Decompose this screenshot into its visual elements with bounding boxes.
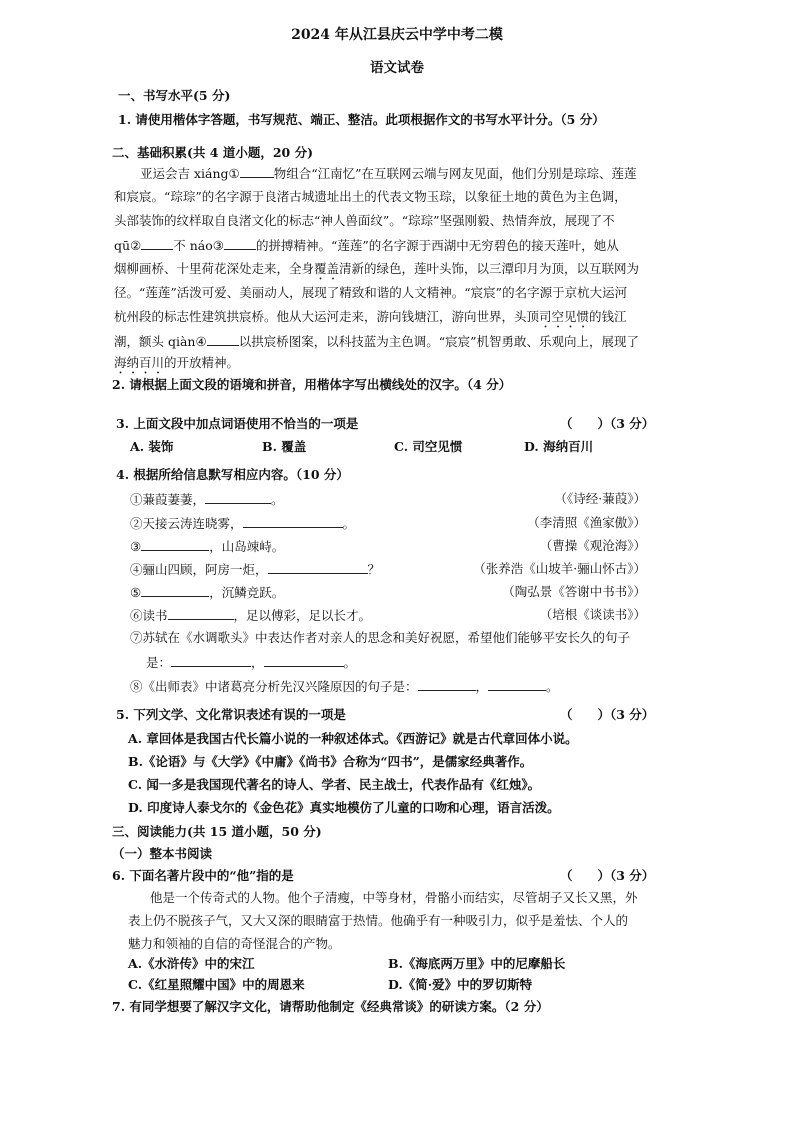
q5-option-a[interactable]: A. 章回体是我国古代长篇小说的一种叙述体式。《西游记》就是古代章回体小说。 — [128, 731, 578, 746]
question-3: 3. 上面文段中加点词语使用不恰当的一项是 — [116, 416, 359, 431]
passage-l5: 烟柳画桥、十里荷花深处走来，全身 — [114, 261, 315, 276]
q4-item-3-blank[interactable] — [141, 538, 209, 551]
dotted-word-fugai: 覆盖 — [314, 261, 340, 276]
q4-item-2 — [130, 515, 355, 532]
passage-line-2: 和宸宸。“琮琮”的名字源于良渚古城遗址出土的代表文物玉琮，以象征土地的黄色为主色调， — [114, 189, 627, 204]
question-3-answer-paren[interactable]: （ ）（3 分） — [560, 416, 655, 431]
blank-1[interactable] — [240, 165, 274, 178]
q4-item-7-label: 是： — [146, 655, 172, 670]
q4-item-5-blank[interactable] — [141, 584, 209, 597]
q4-item-8-comma: ， — [475, 679, 489, 694]
q3-option-d[interactable]: D. 海纳百川 — [524, 439, 594, 454]
q3-option-a[interactable]: A. 装饰 — [130, 439, 174, 454]
q4-item-4-post: ？ — [367, 562, 381, 577]
q4-item-4-pre: ④骊山四顾，阿房一炬， — [130, 562, 268, 577]
q4-item-7-line2 — [146, 654, 356, 671]
q4-item-7-end: 。 — [343, 655, 357, 670]
passage-l9b: 的开放精神。 — [164, 355, 240, 370]
dotted-word-sikong: 司空见惯 — [539, 309, 590, 324]
q4-item-2-blank[interactable] — [243, 515, 343, 528]
section1-heading: 一、书写水平(5 分) — [118, 88, 231, 103]
passage-line-1 — [140, 165, 637, 182]
q6-option-b[interactable]: B.《海底两万里》中的尼摩船长 — [388, 956, 566, 971]
q3-option-c[interactable]: C. 司空见惯 — [394, 439, 463, 454]
question-1: 1. 请使用楷体字答题，书写规范、端正、整洁。此项根据作文的书写水平计分。（5 分） — [118, 112, 605, 127]
exam-title: 2024 年从江县庆云中学中考二模 — [291, 27, 503, 43]
q4-item-1-pre: ①蒹葭萋萋， — [130, 492, 206, 507]
q5-option-c[interactable]: C. 闻一多是我国现代著名的诗人、学者、民主战士，代表作品有《红烛》。 — [128, 777, 541, 792]
q4-item-3 — [130, 538, 284, 555]
q4-item-8-blank-1[interactable] — [418, 678, 476, 691]
section3-heading: 三、阅读能力(共 15 道小题，50 分) — [112, 824, 322, 839]
passage-line-3: 头部装饰的纹样取自良渚文化的标志“神人兽面纹”。“琮琮”坚强刚毅、热情奔放，展现了不 — [114, 213, 615, 228]
passage-l4c: 的拼搏精神。“莲莲”的名字源于西湖中无穷碧色的接天莲叶，她从 — [255, 238, 619, 253]
passage-line-9 — [114, 355, 239, 377]
q6-option-c[interactable]: C.《红星照耀中国》中的周恩来 — [128, 977, 305, 992]
q4-item-8 — [130, 678, 559, 695]
q4-item-3-source: （曹操《观沧海》） — [539, 538, 646, 553]
q4-item-1-blank[interactable] — [205, 491, 271, 504]
q4-item-8-end: 。 — [546, 679, 559, 694]
q4-item-6-post: ，足以傅彩，足以长才。 — [233, 608, 372, 623]
q4-item-5 — [130, 584, 284, 601]
question-5-answer-paren[interactable]: （ ）（3 分） — [560, 707, 655, 722]
q4-item-7-blank-1[interactable] — [171, 654, 251, 667]
q6-excerpt-line-3: 魅力和领袖的自信的奇怪混合的产物。 — [128, 936, 341, 951]
q4-item-6-blank[interactable] — [168, 607, 234, 620]
passage-line-5 — [114, 261, 639, 283]
q4-item-1-post: 。 — [271, 492, 284, 507]
q6-option-d[interactable]: D.《简·爱》中的罗切斯特 — [388, 977, 533, 992]
question-6-answer-paren[interactable]: （ ）（3 分） — [560, 868, 655, 883]
q4-item-2-source: （李清照《渔家傲》） — [527, 515, 646, 530]
passage-line-8 — [114, 333, 639, 350]
q6-excerpt-line-2: 表上仍不脱孩子气，又大又深的眼睛富于热情。他确乎有一种吸引力，似乎是羞怯、个人的 — [128, 913, 629, 928]
passage-l7a: 杭州段的标志性建筑拱宸桥。他从大运河走来，游向钱塘江，游向世界，头顶 — [114, 309, 540, 324]
q4-item-5-post: ，沉鳞竞跃。 — [209, 585, 285, 600]
q6-excerpt-line-1: 他是一个传奇式的人物。他个子清瘦，中等身材，骨骼小而结实，尽管胡子又长又黑，外 — [150, 890, 638, 905]
q4-item-2-post: 。 — [342, 516, 356, 531]
passage-l8a: 潮，额头 qiàn④ — [114, 334, 207, 349]
section2-heading: 二、基础积累(共 4 道小题，20 分) — [112, 145, 313, 160]
question-7: 7. 有同学想要了解汉字文化，请帮助他制定《经典常谈》的研读方案。（2 分） — [112, 999, 549, 1014]
passage-l5b: 清新的绿色，莲叶头饰，以三潭印月为顶，以互联网为 — [339, 261, 640, 276]
q4-item-4-source: （张养浩《山坡羊·骊山怀古》） — [473, 561, 646, 576]
q4-item-8-label: ⑧《出师表》中诸葛亮分析先汉兴隆原因的句子是： — [130, 679, 418, 694]
passage-l8b: 以拱宸桥图案，以科技蓝为主色调。“宸宸”机智勇敢、乐观向上，展现了 — [238, 334, 639, 349]
q4-item-1-source: （《诗经·蒹葭》） — [554, 491, 646, 506]
q4-item-7-line1: ⑦苏轼在《水调歌头》中表达作者对亲人的思念和美好祝愿，希望他们能够平安长久的句子 — [130, 630, 631, 645]
q4-item-1 — [130, 491, 284, 508]
q5-option-b[interactable]: B.《论语》与《大学》《中庸》《尚书》合称为“四书”，是儒家经典著作。 — [128, 754, 533, 769]
question-6: 6. 下面名著片段中的“他”指的是 — [112, 868, 294, 883]
q4-item-5-pre: ⑤ — [130, 585, 142, 600]
q4-item-6-source: （培根《谈读书》） — [539, 607, 646, 622]
q4-item-6-pre: ⑥读书 — [130, 608, 168, 623]
passage-l4a: qū② — [114, 238, 142, 253]
blank-4[interactable] — [207, 333, 239, 346]
question-5: 5. 下列文学、文化常识表述有误的一项是 — [116, 707, 346, 722]
blank-3[interactable] — [224, 237, 256, 250]
dotted-word-haina: 海纳百川 — [114, 355, 165, 370]
passage-line-4 — [114, 237, 619, 254]
question-2: 2. 请根据上面文段的语境和拼音，用楷体字写出横线处的汉字。（4 分） — [112, 377, 512, 392]
passage-line-7 — [114, 309, 627, 331]
section3-sub1: （一）整本书阅读 — [112, 846, 213, 861]
q4-item-4 — [130, 561, 380, 578]
passage-l4b: 不 náo③ — [173, 238, 224, 253]
passage-l1a: 亚运会吉 xiáng① — [140, 166, 240, 181]
passage-line-6: 径。“莲莲”活泼可爱、美丽动人，展现了精致和谐的人文精神。“宸宸”的名字源于京杭大运河 — [114, 285, 628, 300]
q5-option-d[interactable]: D. 印度诗人泰戈尔的《金色花》真实地模仿了儿童的口吻和心理，语言活泼。 — [128, 800, 560, 815]
q4-item-3-pre: ③ — [130, 539, 142, 554]
q4-item-6 — [130, 607, 371, 624]
q4-item-8-blank-2[interactable] — [488, 678, 546, 691]
q4-item-7-blank-2[interactable] — [264, 654, 344, 667]
passage-l7b: 的钱江 — [589, 309, 627, 324]
q4-item-4-blank[interactable] — [268, 561, 368, 574]
q3-option-b[interactable]: B. 覆盖 — [262, 439, 307, 454]
q6-option-a[interactable]: A.《水浒传》中的宋江 — [128, 956, 255, 971]
exam-subtitle: 语文试卷 — [370, 60, 424, 76]
passage-l1b: 物组合“江南忆”在互联网云端与网友见面，他们分别是琮琮、莲莲 — [273, 166, 637, 181]
question-4: 4. 根据所给信息默写相应内容。（10 分） — [116, 467, 349, 482]
q4-item-5-source: （陶弘景《答谢中书书》） — [502, 584, 646, 599]
q4-item-3-post: ，山岛竦峙。 — [209, 539, 285, 554]
q4-item-2-pre: ②天接云涛连晓雾， — [130, 516, 243, 531]
q4-item-7-comma: ， — [251, 655, 264, 670]
blank-2[interactable] — [141, 237, 173, 250]
